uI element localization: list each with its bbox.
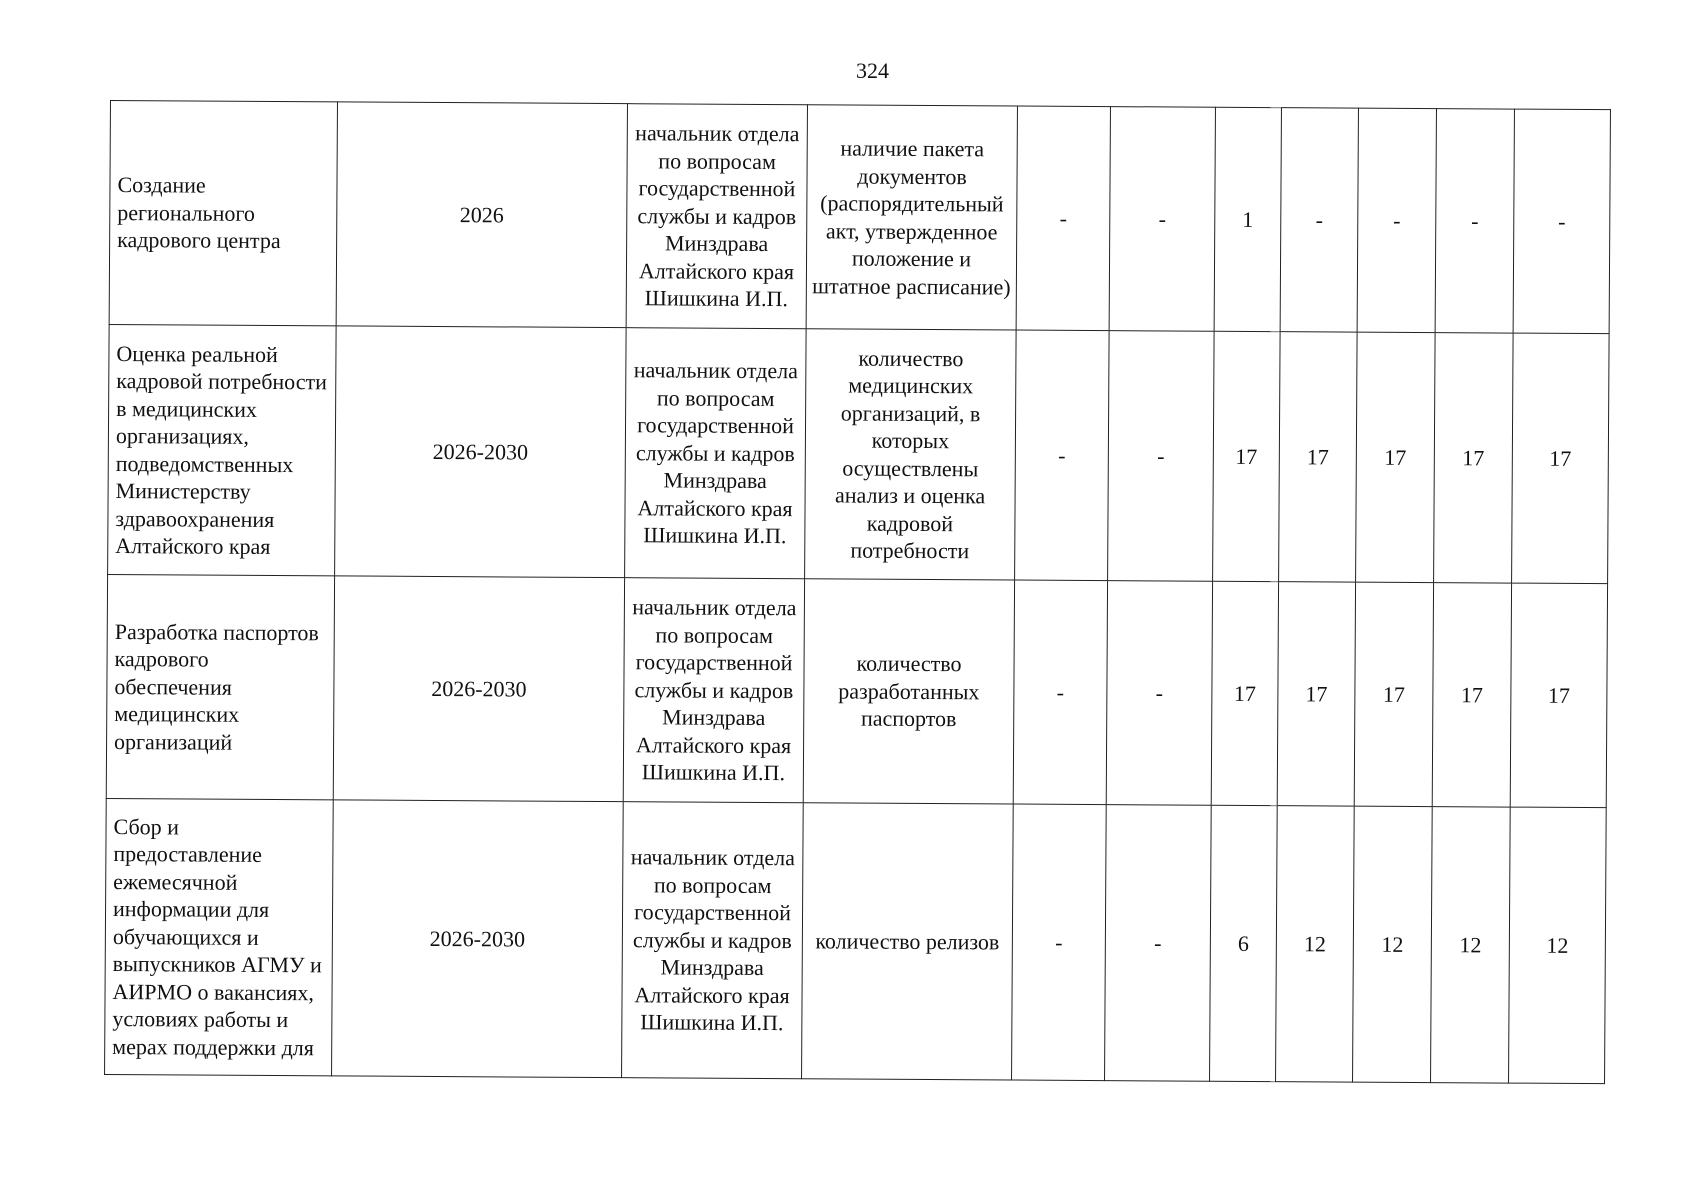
value-cell: - bbox=[1105, 805, 1212, 1082]
responsible-cell: начальник отдела по вопросам государственной службы и кадров Минздрава Алтайского края Шишкина И.П. bbox=[626, 104, 807, 329]
value-cell: 12 bbox=[1353, 806, 1433, 1082]
indicator-cell: количество медицинских организаций, в которых осуществлены анализ и оценка кадровой потребности bbox=[805, 329, 1017, 580]
value-cell: 12 bbox=[1276, 806, 1355, 1082]
value-cell: - bbox=[1013, 580, 1107, 805]
period-cell: 2026-2030 bbox=[332, 800, 624, 1078]
indicator-cell: наличие пакета документов (распорядительный акт, утвержденное положение и штатное расписание) bbox=[806, 105, 1017, 330]
value-cell: 6 bbox=[1210, 805, 1278, 1081]
activity-name-cell: Разработка паспортов кадрового обеспечения медицинских организаций bbox=[106, 574, 334, 799]
activity-name-cell: Оценка реальной кадровой потребности в медицинских организациях, подведомственных Министерству здравоохранения Алтайского края bbox=[108, 324, 337, 575]
value-cell: 17 bbox=[1354, 582, 1433, 806]
value-cell: 17 bbox=[1510, 583, 1607, 808]
value-cell: - bbox=[1280, 108, 1358, 332]
activity-name-cell: Создание регионального кадрового центра bbox=[109, 101, 337, 326]
value-cell: - bbox=[1513, 109, 1610, 334]
responsible-cell: начальник отдела по вопросам государственной службы и кадров Минздрава Алтайского края Шишкина И.П. bbox=[622, 802, 804, 1079]
value-cell: 17 bbox=[1279, 332, 1358, 582]
table-row bbox=[109, 101, 1610, 334]
indicator-cell: количество разработанных паспортов bbox=[803, 579, 1014, 804]
responsible-cell: начальник отдела по вопросам государственной службы и кадров Минздрава Алтайского края Шишкина И.П. bbox=[623, 578, 804, 803]
responsible-cell: начальник отдела по вопросам государственной службы и кадров Минздрава Алтайского края Шишкина И.П. bbox=[625, 328, 807, 579]
value-cell: - bbox=[1435, 109, 1514, 333]
value-cell: 17 bbox=[1432, 583, 1511, 807]
value-cell: - bbox=[1108, 331, 1215, 582]
period-cell: 2026 bbox=[336, 102, 627, 328]
value-cell: - bbox=[1016, 106, 1110, 331]
value-cell: 17 bbox=[1277, 582, 1355, 806]
value-cell: 12 bbox=[1509, 807, 1607, 1084]
value-cell: 12 bbox=[1431, 807, 1511, 1083]
indicator-cell: количество релизов bbox=[802, 803, 1014, 1080]
page-number: 324 bbox=[856, 58, 889, 83]
value-cell: - bbox=[1015, 330, 1110, 581]
table-row bbox=[108, 324, 1609, 583]
activity-name-cell: Сбор и предоставление ежемесячной информации для обучающихся и выпускников АГМУ и АИРМО о вакансиях, условиях работы и мерах поддержки для bbox=[105, 798, 334, 1075]
table-row bbox=[106, 574, 1607, 807]
value-cell: 1 bbox=[1214, 107, 1281, 331]
value-cell: 17 bbox=[1512, 333, 1610, 584]
value-cell: - bbox=[1012, 804, 1107, 1081]
period-cell: 2026-2030 bbox=[333, 576, 624, 802]
value-cell: - bbox=[1357, 108, 1436, 332]
value-cell: 17 bbox=[1213, 331, 1281, 581]
period-cell: 2026-2030 bbox=[335, 326, 627, 578]
activities-table bbox=[104, 100, 1611, 1084]
value-cell: - bbox=[1109, 107, 1215, 332]
value-cell: 17 bbox=[1211, 581, 1278, 805]
table-row bbox=[105, 798, 1607, 1083]
value-cell: 17 bbox=[1356, 332, 1436, 582]
value-cell: - bbox=[1106, 581, 1212, 806]
value-cell: 17 bbox=[1434, 333, 1514, 583]
